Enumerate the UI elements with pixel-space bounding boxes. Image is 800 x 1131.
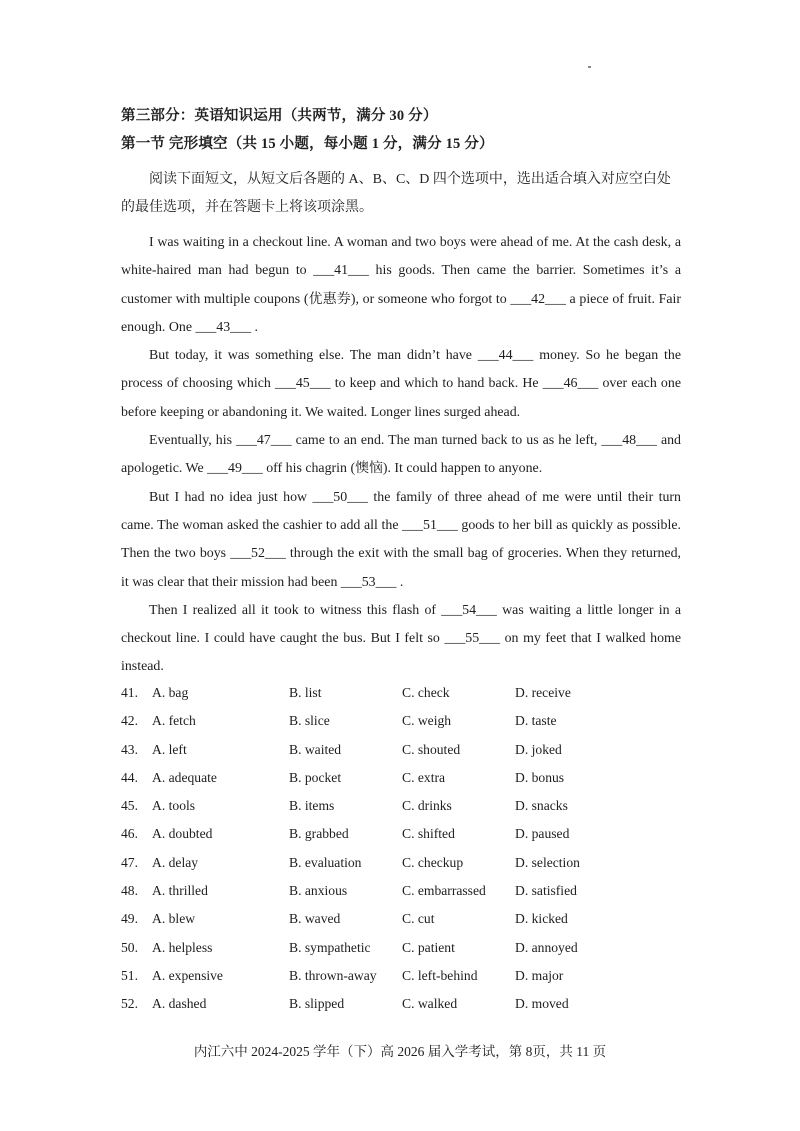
option-a: A. thrilled [152,883,208,899]
option-a: A. dashed [152,996,207,1012]
option-row [121,736,681,764]
option-d: D. joked [515,741,562,757]
option-d: D. kicked [515,911,568,927]
paragraph: Then I realized all it took to witness this flash of ___54___ was waiting a little longer in a checkout line. I could have caught the bus. But I felt so ___55___ on my feet that I walked home instead. [121,602,681,675]
option-d: D. major [515,967,564,983]
option-c: C. check [402,685,450,700]
option-row [121,905,681,933]
option-b: B. slipped [289,996,345,1012]
option-row [121,792,681,820]
option-b: B. waited [289,741,342,757]
option-c: C. shifted [402,826,455,842]
option-d: D. taste [515,713,557,729]
option-a: A. adequate [152,769,217,785]
question-number: 49. [121,911,138,927]
option-row [121,962,681,990]
option-c: C. patient [402,939,455,955]
page-footer: 内江六中 2024-2025 学年（下）高 2026 届入学考试，第 8页，共 11 页 [193,1044,607,1059]
option-row [121,877,681,905]
question-number: 41. [121,685,138,700]
paragraph: Eventually, his ___47___ came to an end. The man turned back to us as he left, ___48___ and apologetic. We ___49___ off his chagrin (懊恼). It could happen to anyone. [121,433,681,477]
question-number: 43. [121,741,138,757]
question-number: 45. [121,798,138,814]
option-a: A. left [152,741,187,757]
option-b: B. sympathetic [289,939,371,955]
option-c: C. left-behind [402,967,478,983]
option-a: A. fetch [152,713,196,729]
option-a: A. tools [152,798,196,814]
paragraph: But I had no idea just how ___50___ the family of three ahead of me were until their turn came. The woman asked the cashier to add all the ___51___ goods to her bill as quickly as possible. Then the two boys ___52___ through the exit with the small bag of groceries. When they returned, it was clear that their mission had been ___53___ . [121,489,681,590]
option-row [121,679,681,707]
options-list [121,679,681,1019]
option-a: A. bag [152,685,189,700]
option-d: D. bonus [515,769,565,785]
option-row [121,990,681,1018]
option-b: B. slice [289,713,330,729]
option-c: C. checkup [402,854,464,870]
question-number: 44. [121,769,138,785]
part-heading: 第三部分：英语知识运用（共两节，满分 30 分） [121,108,438,124]
option-a: A. helpless [152,939,213,955]
option-b: B. grabbed [289,826,349,842]
option-row [121,707,681,735]
option-b: B. waved [289,911,341,927]
option-d: D. paused [515,826,570,842]
option-row [121,820,681,848]
question-number: 51. [121,967,138,983]
option-c: C. walked [402,996,458,1012]
option-c: C. embarrassed [402,883,486,899]
cloze-passage [121,229,681,682]
option-c: C. drinks [402,798,452,814]
question-number: 46. [121,826,138,842]
section-heading: 第一节 完形填空（共 15 小题，每小题 1 分，满分 15 分） [121,136,494,152]
option-c: C. weigh [402,713,452,729]
option-b: B. thrown-away [289,967,377,983]
option-c: C. shouted [402,741,461,757]
option-a: A. doubted [152,826,213,842]
question-number: 50. [121,939,138,955]
question-number: 42. [121,713,138,729]
option-d: D. snacks [515,798,568,814]
option-row [121,934,681,962]
question-number: 52. [121,996,138,1012]
option-row [121,764,681,792]
option-c: C. cut [402,911,435,927]
option-b: B. pocket [289,769,342,785]
scan-mark [588,66,591,68]
paragraph: I was waiting in a checkout line. A woman and two boys were ahead of me. At the cash desk, a white-haired man had begun to ___41___ his goods. Then came the barrier. Sometimes it’s a customer with multiple coupons (优惠券), or someone who forgot to ___42___ a piece of fruit. Fair enough. One ___43___ . [121,235,681,335]
option-a: A. blew [152,911,196,927]
option-d: D. satisfied [515,883,577,899]
question-number: 47. [121,854,138,870]
option-b: B. list [289,685,322,700]
option-a: A. delay [152,854,199,870]
option-b: B. anxious [289,883,348,899]
option-c: C. extra [402,769,446,785]
option-b: B. items [289,798,335,814]
option-a: A. expensive [152,967,223,983]
option-row [121,849,681,877]
option-b: B. evaluation [289,854,362,870]
option-d: D. annoyed [515,939,578,955]
option-d: D. receive [515,685,571,700]
instructions: 阅读下面短文，从短文后各题的 A、B、C、D 四个选项中，选出适合填入对应空白处的最佳选项，并在答题卡上将该项涂黑。 [121,172,671,215]
paragraph: But today, it was something else. The man didn’t have ___44___ money. So he began the process of choosing which ___45___ to keep and which to hand back. He ___46___ over each one before keeping or abandoning it. We waited. Longer lines surged ahead. [121,348,681,420]
question-number: 48. [121,883,138,899]
option-d: D. moved [515,996,569,1012]
option-d: D. selection [515,854,580,870]
